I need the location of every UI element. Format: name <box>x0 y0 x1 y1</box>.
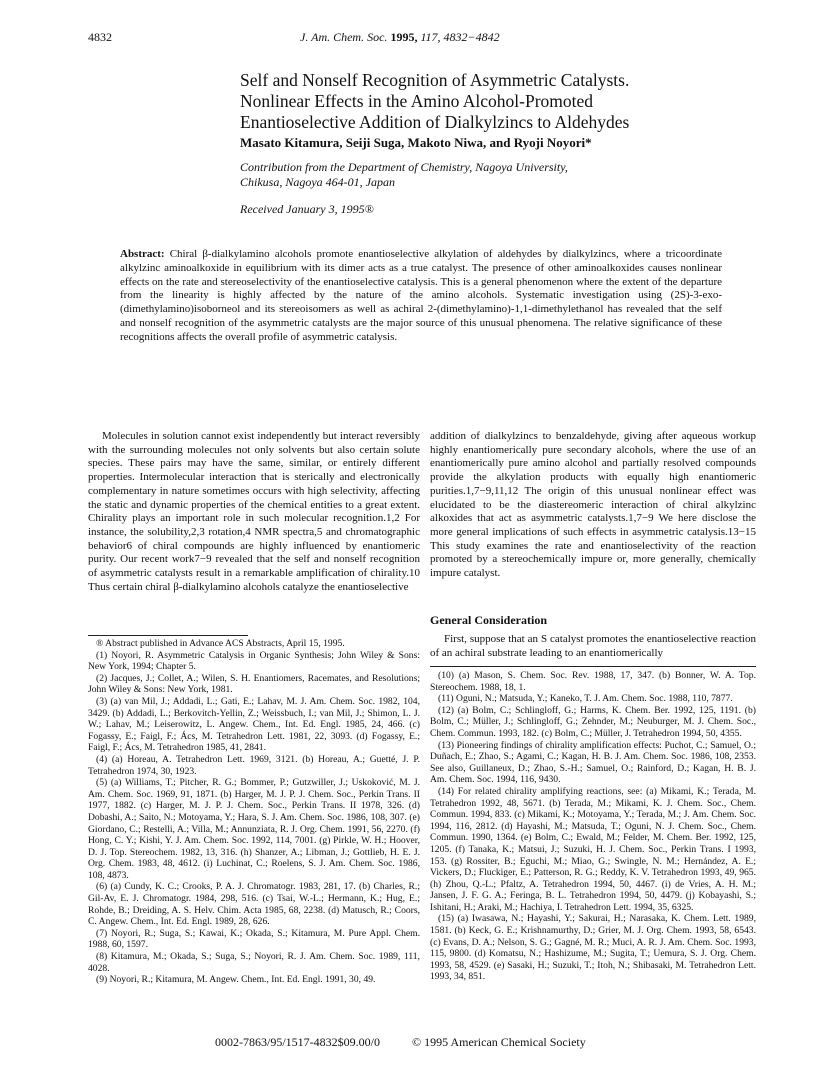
journal-name: J. Am. Chem. Soc. <box>300 30 388 44</box>
abstract-text: Chiral β-dialkylamino alcohols promote enantioselective alkylation of aldehydes by dialkylzincs, where a tricoordinate alkylzinc aminoalkoxide in equilibrium with its dimer acts as a true catalyst. The presence of other aminoalkoxides causes nonlinear effects on the rate and stereoselectivity of the enantioselective catalysis. This is a general phenomenon where the extent of the departure from the linearity is highly affected by the nature of the amino alcohols. Systematic investigation using (2S)-3-exo-(dimethylamino)isoborneol and its stereoisomers as well as achiral 2-(dimethylamino)-1,1-dimethylethanol has revealed that the self and nonself recognition of the asymmetric catalysts are the major source of this unusual phenomena. The relative significance of these recognitions affects the overall profile of asymmetric catalysis. <box>120 248 722 343</box>
section-paragraph: First, suppose that an S catalyst promotes the enantioselective reaction of an achiral substrate leading to an enantiomerically <box>430 633 756 659</box>
affiliation-line: Contribution from the Department of Chemistry, Nagoya University, <box>240 160 568 174</box>
footnote: (11) Oguni, N.; Matsuda, Y.; Kaneko, T. J. Am. Chem. Soc. 1988, 110, 7877. <box>438 693 733 705</box>
body-left-paragraph: Molecules in solution cannot exist independently but interact reversibly with the surrounding molecules not only solvents but also certain solute species. These pairs may have the same, similar, or entirely different properties. Intermolecular interaction that is sterically and electronically complementary in nature sometimes occurs with high selectivity, affecting the static and dynamic properties of the chemical entities to a great extent. Chirality plays an important role in such molecular recognition.1,2 For instance, the solubility,2,3 rotation,4 NMR spectra,5 and chromatographic behavior6 of chiral compounds are highly influenced by enantiomeric purity. Our recent work7−9 revealed that the self and nonself recognition of asymmetric catalysts result in a remarkable amplification of chirality.10 Thus certain chiral β-dialkylamino alcohols catalyze the enantioselective <box>88 430 420 593</box>
footnote: (1) Noyori, R. Asymmetric Catalysis in Organic Synthesis; John Wiley & Sons: New York, 1994; Chapter 5. <box>88 649 420 673</box>
affiliation <box>240 160 568 190</box>
footnote: (4) (a) Horeau, A. Tetrahedron Lett. 1969, 3121. (b) Horeau, A.; Guetté, J. P. Tetrahedron 1974, 30, 1923. <box>88 753 420 777</box>
footnote: (10) (a) Mason, S. Chem. Soc. Rev. 1988, 17, 347. (b) Bonner, W. A. Top. Stereochem. 1988, 18, 1. <box>430 670 756 693</box>
copyright: © 1995 American Chemical Society <box>412 1035 586 1049</box>
journal-volume-pages: 117, 4832−4842 <box>420 30 500 44</box>
footnote: (13) Pioneering findings of chirality amplification effects: Puchot, C.; Samuel, O.; Duñach, E.; Zhao, S.; Agami, C.; Kagan, H. B. J. Am. Chem. Soc. 1986, 108, 2353. See also, Guillaneux, D.; Zhao, S.-H.; Samuel, O.; Rainford, D.; Kagan, H. B. J. Am. Chem. Soc. 1994, 116, 9430. <box>430 739 756 786</box>
footnote: (3) (a) van Mil, J.; Addadi, L.; Gati, E.; Lahav, M. J. Am. Chem. Soc. 1982, 104, 3429. (b) Addadi, L.; Berkovitch-Yellin, Z.; Weissbuch, I.; van Mil, J.; Shimon, L. J. W.; Lahav, M.; Leiserowitz, L. Angew. Chem., Int. Ed. Engl. 1985, 24, 466. (c) Fogassy, E.; Faigl, F.; Ács, M. Tetrahedron Lett. 1981, 22, 3093. (d) Fogassy, E.; Faigl, F.; Ács, M. Tetrahedron 1985, 41, 2841. <box>88 695 420 754</box>
journal-year: 1995, <box>390 30 418 44</box>
abstract-label: Abstract: <box>120 248 165 260</box>
footnote: (2) Jacques, J.; Collet, A.; Wilen, S. H. Enantiomers, Racemates, and Resolutions; John Wiley & Sons: New York, 1981. <box>88 672 420 696</box>
footnote: (8) Kitamura, M.; Okada, S.; Suga, S.; Noyori, R. J. Am. Chem. Soc. 1989, 111, 4028. <box>88 951 420 974</box>
footnote-rule <box>88 635 248 636</box>
footnote: (15) (a) Iwasawa, N.; Hayashi, Y.; Sakurai, H.; Narasaka, K. Chem. Lett. 1989, 1581. (b) Keck, G. E.; Krishnamurthy, D.; Grier, M. J. Org. Chem. 1993, 58, 6543. (c) Evans, D. A.; Nelson, S. G.; Gagné, M. R.; Muci, A. R. J. Am. Chem. Soc. 1993, 115, 9800. (d) Komatsu, N.; Hashizume, M.; Sugita, T.; Uemura, S. J. Org. Chem. 1993, 58, 4529. (e) Sasaki, H.; Suzuki, T.; Itoh, N.; Shibasaki, M. Tetrahedron Lett. 1993, 34, 851. <box>430 913 756 983</box>
footnote: (14) For related chirality amplifying reactions, see: (a) Mikami, K.; Terada, M. Tetrahedron 1992, 48, 5671. (b) Terada, M.; Mikami, K. J. Chem. Soc., Chem. Commun. 1994, 833. (c) Mikami, K.; Motoyama, Y.; Terada, M.; J. Am. Chem. Soc. 1994, 116, 2812. (d) Hayashi, M.; Matsuda, T.; Oguni, N. J. Chem. Soc., Chem. Commun. 1990, 1364. (e) Bolm, C.; Ewald, M.; Felder, M. Chem. Ber. 1992, 125, 1205. (f) Tanaka, K.; Matsui, J.; Suzuki, H. J. Chem. Soc., Perkin Trans. I 1993, 153. (g) Rossiter, B.; Eguchi, M.; Miao, G.; Swingle, N. M.; Hernández, A. E.; Vickers, D.; Fluckiger, E.; Patterson, R. G.; Reddy, K. V. Tetrahedron 1993, 49, 965. (h) Zhou, Q.-L.; Pfaltz, A. Tetrahedron 1994, 50, 4467. (i) de Vries, A. H. M.; Jansen, J. F. G. A.; Feringa, B. L. Tetrahedron 1994, 50, 4479. (j) Kobayashi, S.; Ishitani, H.; Araki, M.; Hachiya, I. Tetrahedron Lett. 1994, 35, 6325. <box>430 785 756 913</box>
article-title <box>240 70 760 133</box>
footnote-rule <box>430 666 756 667</box>
running-header <box>300 30 500 45</box>
footnote: (12) (a) Bolm, C.; Schlingloff, G.; Harms, K. Chem. Ber. 1992, 125, 1191. (b) Bolm, C.; Müller, J.; Schlingloff, G.; Zehnder, M.; Neuburger, M. J. Chem. Soc., Chem. Commun. 1993, 182. (c) Bolm, C.; Müller, J. Tetrahedron 1994, 50, 4355. <box>430 704 756 739</box>
footnote: (5) (a) Williams, T.; Pitcher, R. G.; Bommer, P.; Gutzwiller, J.; Uskoković, M. J. Am. Chem. Soc. 1969, 91, 1871. (b) Harger, M. J. P. J. Chem. Soc., Perkin Trans. II 1977, 1882. (c) Harger, M. J. P. J. Chem. Soc., Perkin Trans. II 1978, 326. (d) Dobashi, A.; Saito, N.; Motoyama, Y.; Hara, S. J. Am. Chem. Soc. 1986, 108, 307. (e) Giordano, C.; Restelli, A.; Villa, M.; Annunziata, R. J. Org. Chem. 1991, 56, 2270. (f) Hong, C. Y.; Kishi, Y. J. Am. Chem. Soc. 1992, 114, 7001. (g) Pirkle, W. H.; Hoover, D. J. Top. Stereochem. 1982, 13, 316. (h) Shanzer, A.; Libman, J.; Gottlieb, H. E. J. Org. Chem. 1983, 48, 4612. (i) Luchinat, C.; Roelens, S. J. Am. Chem. Soc. 1986, 108, 4873. <box>88 777 420 881</box>
abstract <box>120 248 722 345</box>
footnote: ® Abstract published in Advance ACS Abstracts, April 15, 1995. <box>96 638 345 649</box>
author-list: Masato Kitamura, Seiji Suga, Makoto Niwa, and Ryoji Noyori* <box>240 135 592 150</box>
page-number: 4832 <box>88 30 112 44</box>
title-line: Nonlinear Effects in the Amino Alcohol-Promoted <box>240 91 594 111</box>
footnote: (9) Noyori, R.; Kitamura, M. Angew. Chem., Int. Ed. Engl. 1991, 30, 49. <box>96 974 376 986</box>
footnote: (7) Noyori, R.; Suga, S.; Kawai, K.; Okada, S.; Kitamura, M. Pure Appl. Chem. 1988, 60, 1597. <box>88 927 420 951</box>
title-line: Enantioselective Addition of Dialkylzincs to Aldehydes <box>240 112 630 132</box>
title-line: Self and Nonself Recognition of Asymmetric Catalysts. <box>240 70 630 90</box>
footnotes-left <box>88 638 420 986</box>
body-right-paragraph: addition of dialkylzincs to benzaldehyde, giving after aqueous workup highly enantiomerically pure secondary alcohols, where the use of an enantiomerically pure amino alcohol and partially resolved compounds provide the alkylation products with equally high enantiomeric purities.1,7−9,11,12 The origin of this unusual nonlinear effect was elucidated to be the diastereomeric interaction of chiral alkylzinc alkoxides that act as asymmetric catalysts.1,7−9 We here disclose the more general implications of such effects in asymmetric catalysis.13−15 This study examines the rate and enantioselectivity of the reaction promoted by a stereochemically impure or, more generally, chemically impure catalyst. <box>430 430 756 580</box>
section-heading: General Consideration <box>430 613 547 627</box>
received-date: Received January 3, 1995® <box>240 202 374 216</box>
footnote: (6) (a) Cundy, K. C.; Crooks, P. A. J. Chromatogr. 1983, 281, 17. (b) Charles, R.; Gil-Av, E. J. Chromatogr. 1984, 298, 516. (c) Tsai, W.-L.; Hermann, K.; Hug, E.; Rohde, B.; Dreiding, A. S. Helv. Chim. Acta 1985, 68, 2238. (d) Matusch, R.; Coors, C. Angew. Chem., Int. Ed. Engl. 1989, 28, 626. <box>88 881 420 928</box>
publication-code: 0002-7863/95/1517-4832$09.00/0 <box>215 1035 380 1049</box>
affiliation-line: Chikusa, Nagoya 464-01, Japan <box>240 175 395 189</box>
footnotes-right <box>430 670 756 983</box>
